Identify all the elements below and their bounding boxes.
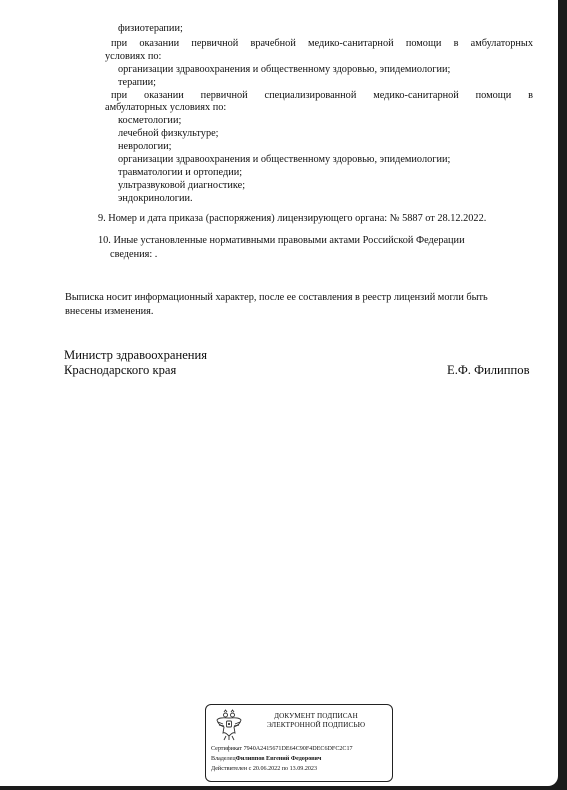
point-10-line2: сведения: . [110, 249, 158, 260]
list-item: ультразвуковой диагностике; [118, 180, 246, 191]
coat-of-arms-icon [215, 708, 243, 742]
electronic-signature-stamp [205, 704, 393, 782]
stamp-title-line1: ДОКУМЕНТ ПОДПИСАН [274, 712, 358, 720]
stamp-owner-value: Филиппов Евгений Федорович [235, 756, 322, 762]
paragraph-line: при оказании первичной врачебной медико-санитарной помощи в амбулаторных [111, 38, 533, 49]
stamp-certificate-value: 7940A2415671DE64C90F4DEC6DFC2C17 [243, 746, 353, 752]
paragraph-line: условиях по: [105, 51, 162, 62]
list-item: косметологии; [118, 115, 182, 126]
stamp-title-line2: ЭЛЕКТРОННОЙ ПОДПИСЬЮ [266, 721, 366, 729]
list-item: травматологии и ортопедии; [118, 167, 243, 178]
signer-position-line2: Краснодарского края [64, 363, 177, 377]
notice-line: внесены изменения. [65, 306, 154, 317]
stamp-title [246, 712, 386, 730]
list-item: неврологии; [118, 141, 172, 152]
list-item: организации здравоохранения и общественному здоровью, эпидемиологии; [118, 64, 451, 75]
list-item: терапии; [118, 77, 157, 88]
stamp-validity: Действителен с 20.06.2022 по 13.09.2023 [211, 766, 318, 772]
stamp-owner [211, 755, 321, 763]
stamp-certificate [211, 745, 353, 753]
paragraph-line: при оказании первичной специализированной медико-санитарной помощи в [111, 90, 533, 101]
list-item: организации здравоохранения и общественному здоровью, эпидемиологии; [118, 154, 451, 165]
signer-position-line1: Министр здравоохранения [64, 348, 208, 362]
list-item: физиотерапии; [118, 23, 183, 34]
list-item: эндокринологии. [118, 193, 193, 204]
point-10-line1: 10. Иные установленные нормативными правовыми актами Российской Федерации [98, 235, 465, 246]
stamp-certificate-label: Сертификат [211, 746, 243, 752]
paragraph-line: амбулаторных условиях по: [105, 102, 227, 113]
stamp-owner-label: Владелец [211, 756, 236, 762]
point-9: 9. Номер и дата приказа (распоряжения) лицензирующего органа: № 5887 от 28.12.2022. [98, 213, 487, 224]
signer-name: Е.Ф. Филиппов [447, 363, 530, 377]
list-item: лечебной физкультуре; [118, 128, 219, 139]
notice-line: Выписка носит информационный характер, после ее составления в реестр лицензий могли быть [65, 292, 488, 303]
